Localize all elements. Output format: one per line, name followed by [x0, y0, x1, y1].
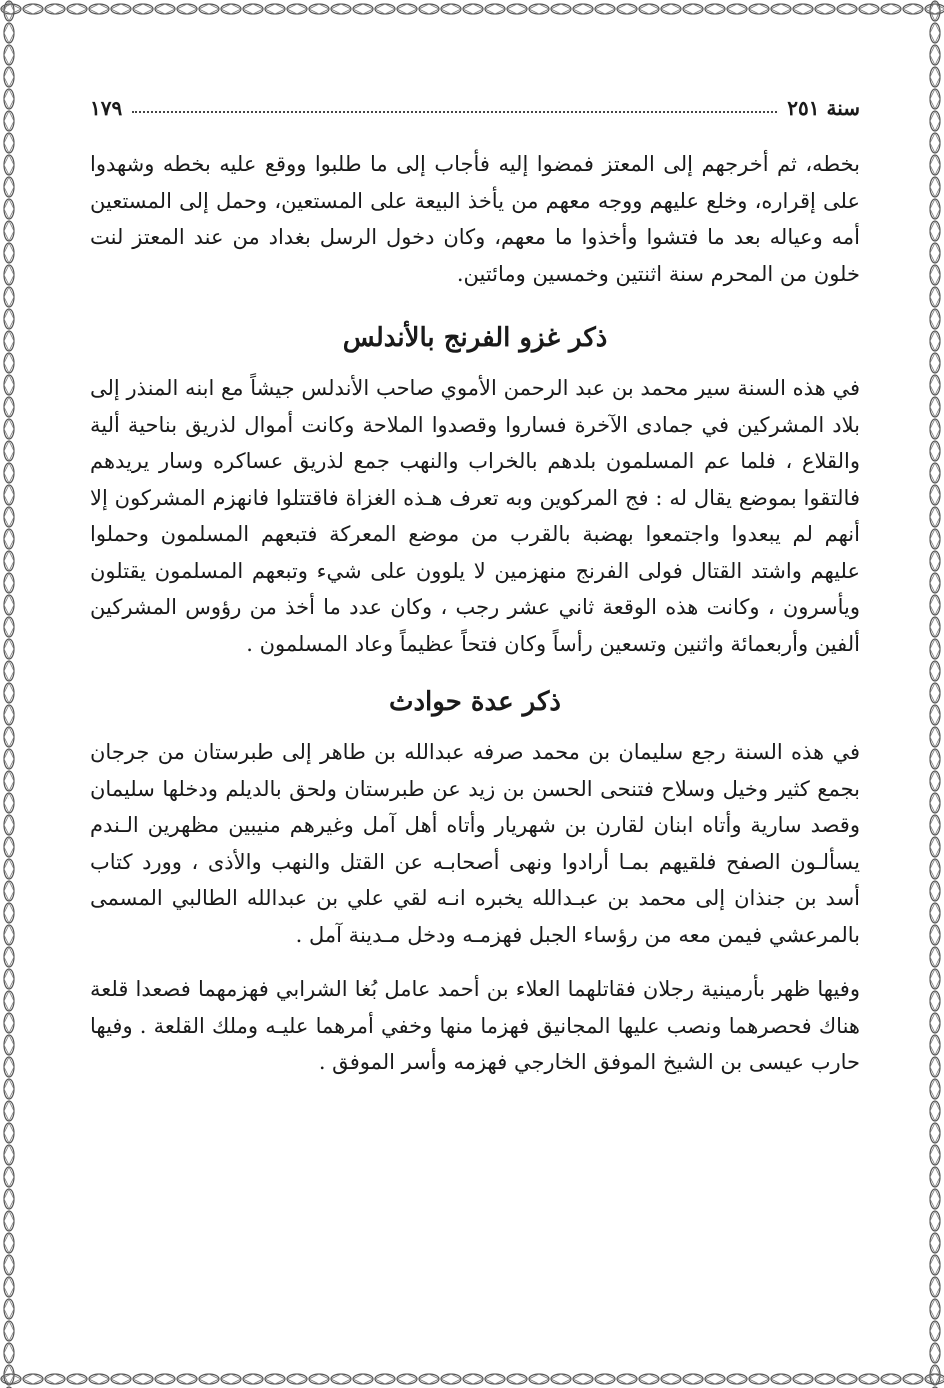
- section-heading-franks: ذكر غزو الفرنج بالأندلس: [342, 323, 608, 353]
- book-page: [90, 86, 860, 1081]
- decorative-border-top: [0, 0, 944, 18]
- section-events-paragraph-1: في هذه السنة رجع سليمان بن محمد صرفه عبدالله بن طاهر إلى طبرستان من جرجان بجمع كثير وخيل وسلاح فتنحى الحسن بن زيد عن طبرستان ولحق بالديلم ودخلها سليمان وقصد سارية وأتاه ابنان لقارن بن شهريار وأتاه أهل آمل وغيرهم منيبين مظهرين الـندم يسألـون الصفح فلقيهم بمـا أرادوا ونهى أصحابـه عن القتل والنهب والأذى ، وورد كتاب أسد بن جنذان إلى محمد بن عبـدالله يخبره انـه لقي علي بن عبدالله الطالبي المسمى بالمرعشي فيمن معه من رؤساء الجبل فهزمـه ودخل مـدينة آمل .: [90, 740, 860, 947]
- section-heading-events: ذكر عدة حوادث: [389, 687, 561, 717]
- decorative-border-right: [926, 0, 944, 1388]
- decorative-border-left: [0, 0, 18, 1388]
- section-franks-paragraph: في هذه السنة سير محمد بن عبد الرحمن الأموي صاحب الأندلس جيشاً مع ابنه المنذر إلى بلاد المشركين في جمادى الآخرة فساروا وقصدوا الملاحة وكانت أموال لذريق بناحية ألية والقلاع ، فلما عم المسلمون بلدهم بالخراب والنهب جمع لذريق عساكره وسار يريدهم فالتقوا بموضع يقال له : فج المركوين وبه تعرف هـذه الغزاة فاقتتلوا فانهزم المشركون إلا أنهم لم يبعدوا واجتمعوا بهضبة بالقرب من موضع المعركة فتبعهم المسلمون وحملوا عليهم واشتد القتال فولى الفرنج منهزمين لا يلوون على شيء وتبعهم المسلمون يقتلون ويأسرون ، وكانت هذه الوقعة ثاني عشر رجب ، وكان عدد ما أخذ من رؤوس المشركين ألفين وأربعمائة واثنين وتسعين رأساً وكان فتحاً عظيماً وعاد المسلمون .: [90, 376, 860, 656]
- running-header: [90, 86, 860, 120]
- intro-paragraph: بخطه، ثم أخرجهم إلى المعتز فمضوا إليه فأجاب إلى ما طلبوا ووقع عليه بخطه وشهدوا على إقراره، وخلع عليهم ووجه معهم من يأخذ البيعة على المستعين، وحمل إلى المستعين أمه وعياله بعد ما فتشوا وأخذوا ما معهم، وكان دخول الرسل بغداد من عند المعتز لنت خلون من المحرم سنة اثنتين وخمسين ومائتين.: [90, 152, 860, 286]
- section-events-paragraph-2: وفيها ظهر بأرمينية رجلان فقاتلهما العلاء بن أحمد عامل بُغا الشرابي فهزمهما فصعدا قلعة هناك فحصرهما ونصب عليها المجانيق فهزما منها وخفي أمرهما عليـه وملك القلعة . وفيها حارب عيسى بن الشيخ الموفق الخارجي فهزمه وأسر الموفق .: [90, 977, 860, 1074]
- decorative-border-bottom: [0, 1370, 944, 1388]
- header-year: سنة ٢٥١: [787, 96, 860, 120]
- page-number: ١٧٩: [90, 96, 123, 120]
- header-dot-leader: [132, 111, 777, 113]
